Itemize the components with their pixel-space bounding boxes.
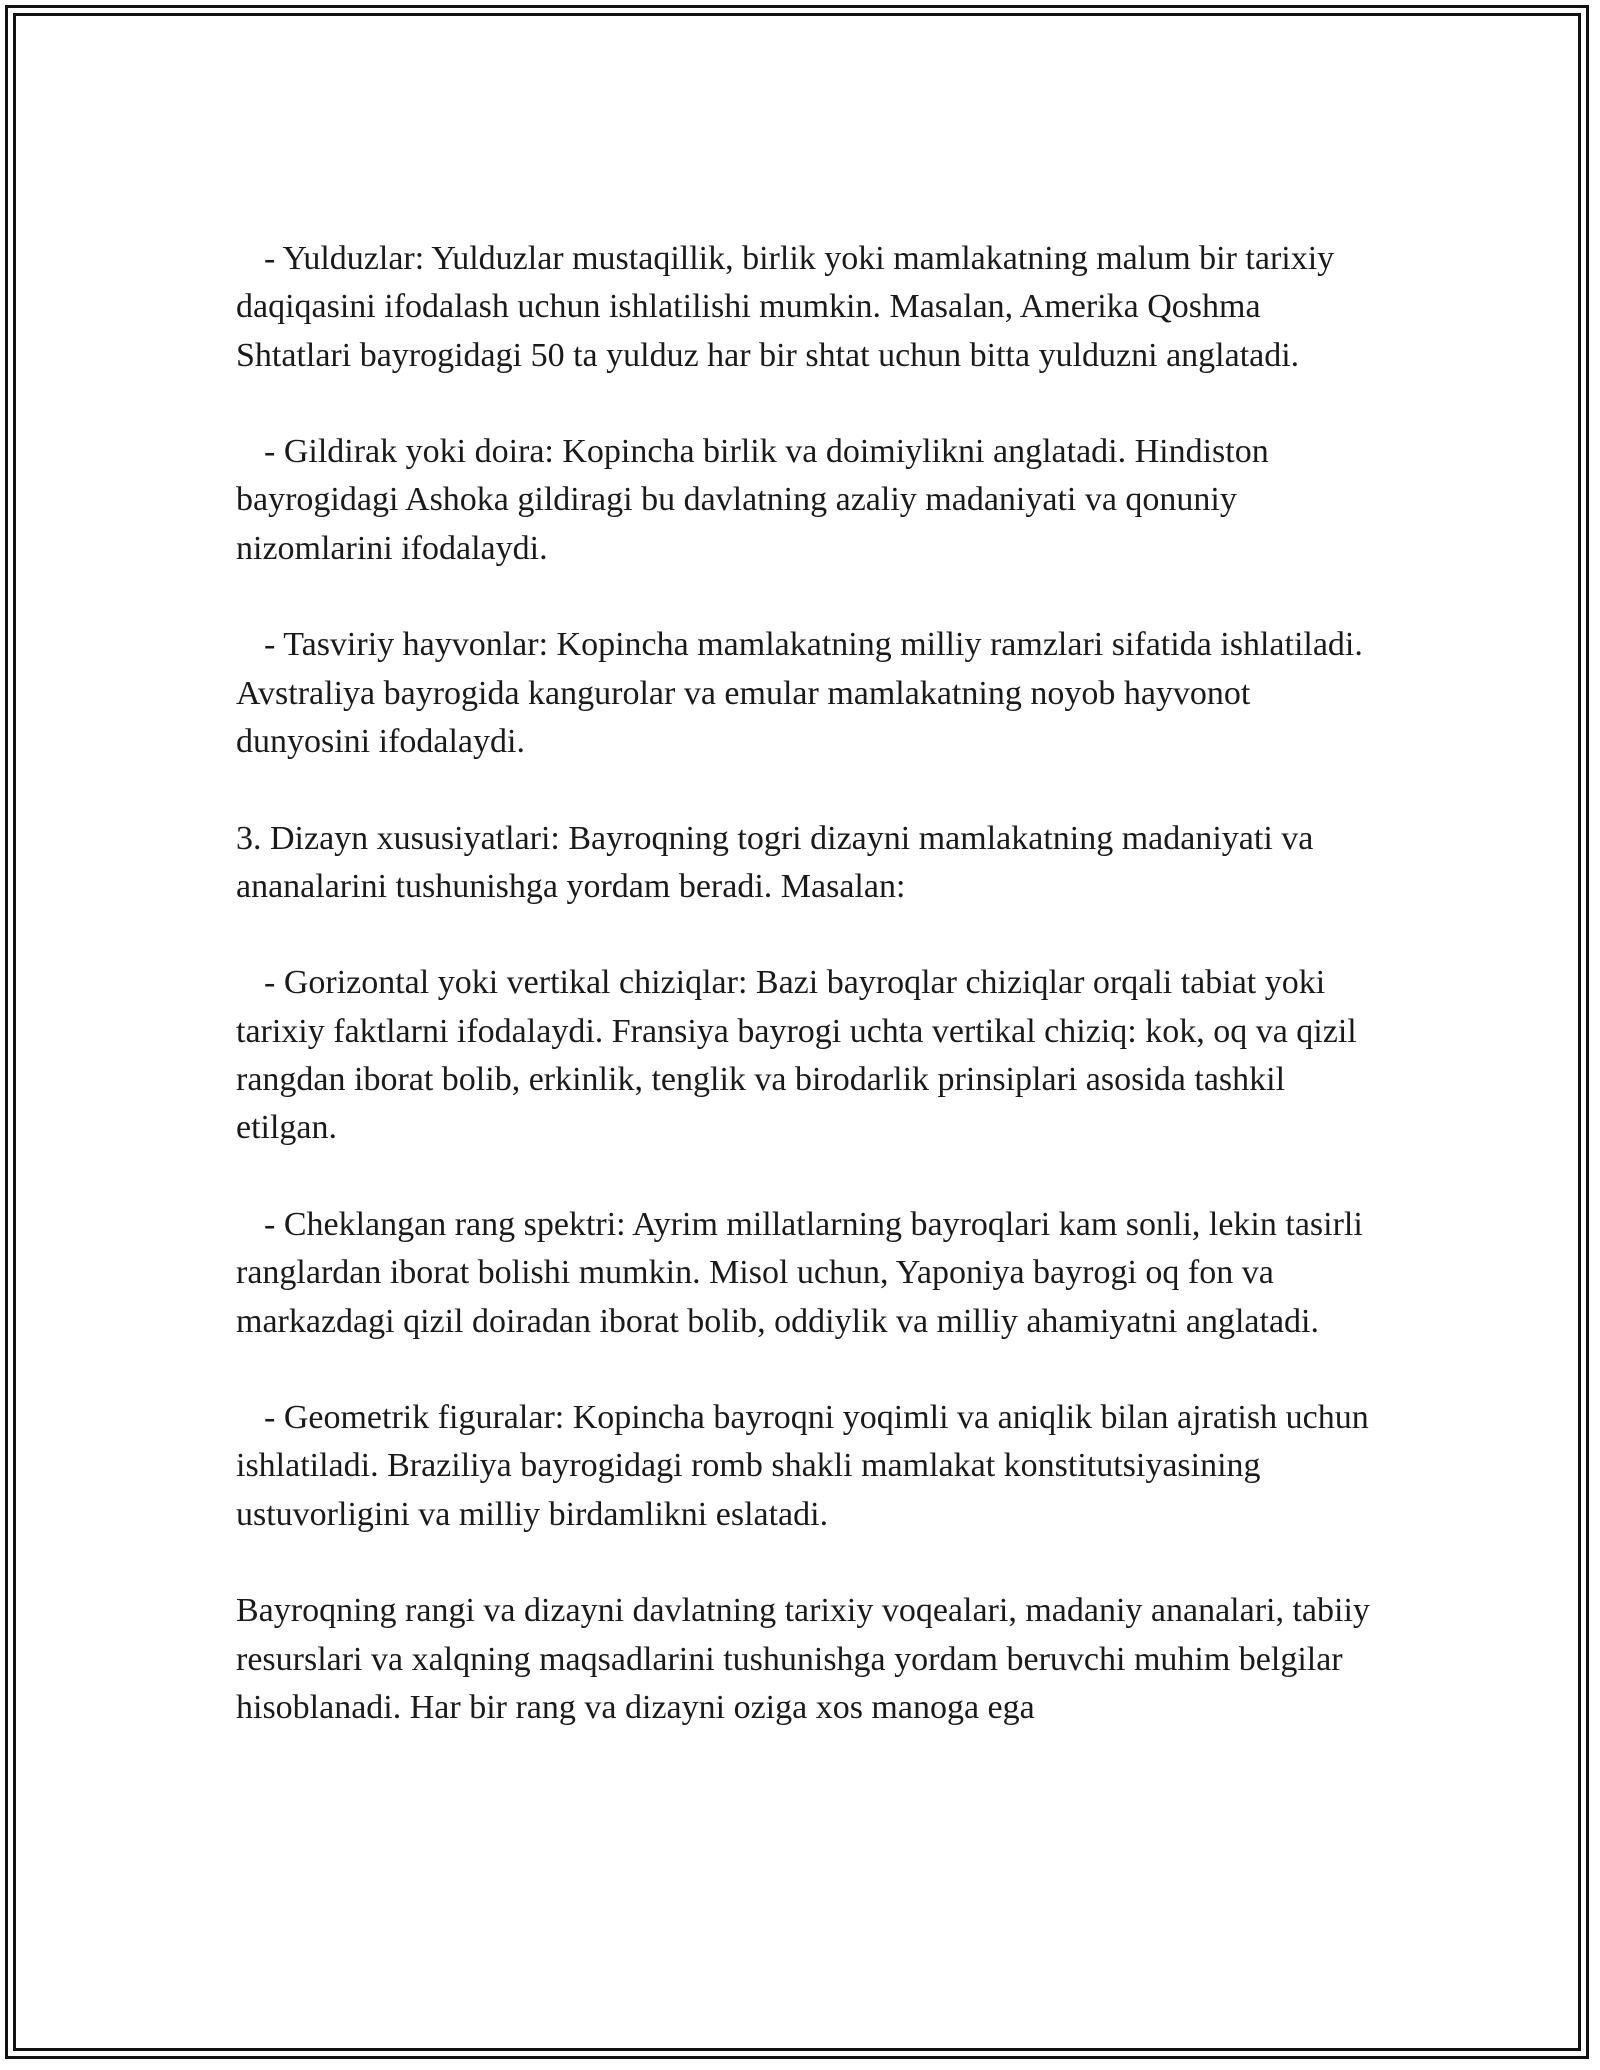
paragraph-xulosa: Bayroqning rangi va dizayni davlatning tarixiy voqealari, madaniy ananalari, tabiiy resurslari va xalqning maqsadlarini tushunishga yordam beruvchi muhim belgilar hisoblanadi. Har bir rang va dizayni oziga xos manoga ega — [236, 1592, 1379, 1726]
document-body — [236, 235, 1379, 1732]
paragraph-rang-spektri: - Cheklangan rang spektri: Ayrim millatlarning bayroqlari kam sonli, lekin tasirli ranglardan iborat bolishi mumkin. Misol uchun, Yaponiya bayrogi oq fon va markazdagi qizil doiradan iborat bolib, oddiylik va milliy ahamiyatni anglatadi. — [236, 1205, 1372, 1340]
paragraph-geometrik-figuralar: - Geometrik figuralar: Kopincha bayroqni yoqimli va aniqlik bilan ajratish uchun ishlatiladi. Braziliya bayrogidagi romb shakli mamlakat konstitutsiyasining ustuvorligini va milliy birdamlikni eslatadi. — [236, 1399, 1378, 1533]
paragraph-chiziqlar: - Gorizontal yoki vertikal chiziqlar: Bazi bayroqlar chiziqlar orqali tabiat yoki tarixiy faktlarni ifodalaydi. Fransiya bayrogi uchta vertikal chiziq: kok, oq va qizil rangdan iborat bolib, erkinlik, tenglik va birodarlik prinsiplari asosida tashkil etilgan. — [236, 964, 1366, 1147]
paragraph-yulduzlar: - Yulduzlar: Yulduzlar mustaqillik, birlik yoki mamlakatning malum bir tarixiy daqiqasini ifodalash uchun ishlatilishi mumkin. Masalan, Amerika Qoshma Shtatlari bayrogidagi 50 ta yulduz har bir shtat uchun bitta yulduzni anglatadi. — [236, 240, 1343, 374]
paragraph-dizayn-xususiyatlari: 3. Dizayn xususiyatlari: Bayroqning togri dizayni mamlakatning madaniyati va ananalarini tushunishga yordam beradi. Masalan: — [236, 819, 1322, 905]
paragraph-gildirak: - Gildirak yoki doira: Kopincha birlik va doimiylikni anglatadi. Hindiston bayrogidagi Ashoka gildiragi bu davlatning azaliy madaniyati va qonuniy nizomlarini ifodalaydi. — [236, 433, 1278, 567]
paragraph-tasviriy-hayvonlar: - Tasviriy hayvonlar: Kopincha mamlakatning milliy ramzlari sifatida ishlatiladi. Avstraliya bayrogida kangurolar va emular mamlakatning noyob hayvonot dunyosini ifodalaydi. — [236, 626, 1370, 760]
